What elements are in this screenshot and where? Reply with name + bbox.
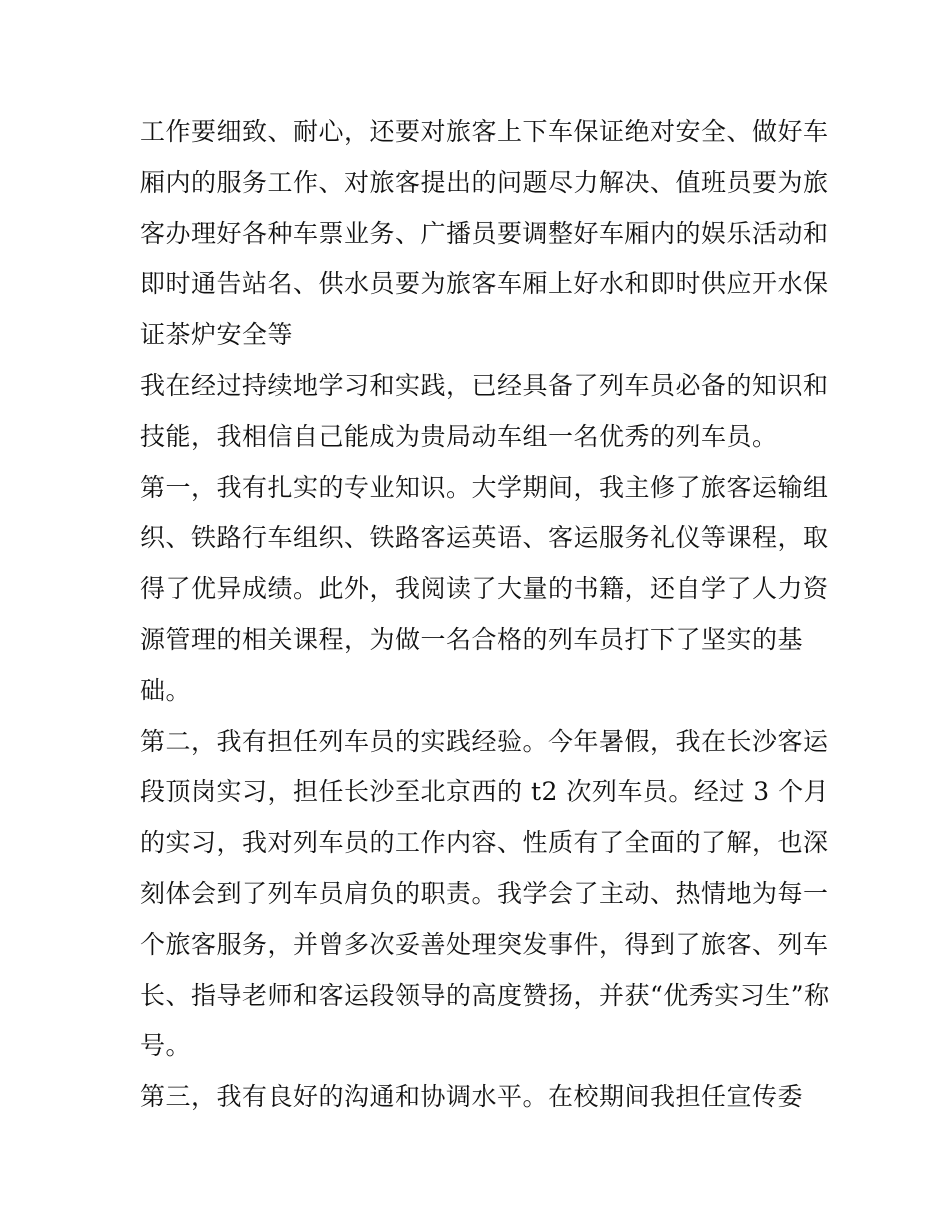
text-line: 长、指导老师和客运段领导的高度赞扬，并获“优秀实习生”称: [140, 980, 830, 1010]
text-line: 刻体会到了列车员肩负的职责。我学会了主动、热情地为每一: [140, 878, 829, 908]
text-line: 厢内的服务工作、对旅客提出的问题尽力解决、值班员要为旅: [140, 167, 829, 197]
paragraph-4: [140, 717, 830, 1073]
text-line: 我在经过持续地学习和实践，已经具备了列车员必备的知识和: [140, 370, 829, 400]
text-line: 第三，我有良好的沟通和协调水平。在校期间我担任宣传委: [140, 1082, 804, 1112]
text-line: 个旅客服务，并曾多次妥善处理突发事件，得到了旅客、列车: [140, 929, 829, 959]
text-line: 第一，我有扎实的专业知识。大学期间，我主修了旅客运输组: [140, 472, 829, 502]
text-line: 号。: [140, 1031, 192, 1061]
document-body: [140, 107, 830, 1123]
text-line: 础。: [140, 675, 192, 705]
text-line: 客办理好各种车票业务、广播员要调整好车厢内的娱乐活动和: [140, 218, 829, 248]
text-line: 段顶岗实习，担任长沙至北京西的 t2 次列车员。经过 3 个月: [140, 777, 830, 807]
paragraph-2: [140, 361, 829, 463]
text-line: 证茶炉安全等: [140, 320, 294, 350]
text-line: 织、铁路行车组织、铁路客运英语、客运服务礼仪等课程，取: [140, 523, 829, 553]
paragraph-3: [140, 463, 829, 717]
text-line: 第二，我有担任列车员的实践经验。今年暑假，我在长沙客运: [140, 726, 829, 756]
text-line: 技能，我相信自己能成为贵局动车组一名优秀的列车员。: [140, 421, 778, 451]
text-line: 工作要细致、耐心，还要对旅客上下车保证绝对安全、做好车: [140, 117, 829, 146]
text-line: 的实习，我对列车员的工作内容、性质有了全面的了解，也深: [140, 828, 829, 858]
paragraph-1: [140, 107, 829, 361]
text-line: 源管理的相关课程，为做一名合格的列车员打下了坚实的基: [140, 624, 804, 654]
paragraph-5: [140, 1072, 820, 1123]
text-line: 得了优异成绩。此外，我阅读了大量的书籍，还自学了人力资: [140, 574, 829, 604]
text-line: 即时通告站名、供水员要为旅客车厢上好水和即时供应开水保: [140, 269, 829, 299]
